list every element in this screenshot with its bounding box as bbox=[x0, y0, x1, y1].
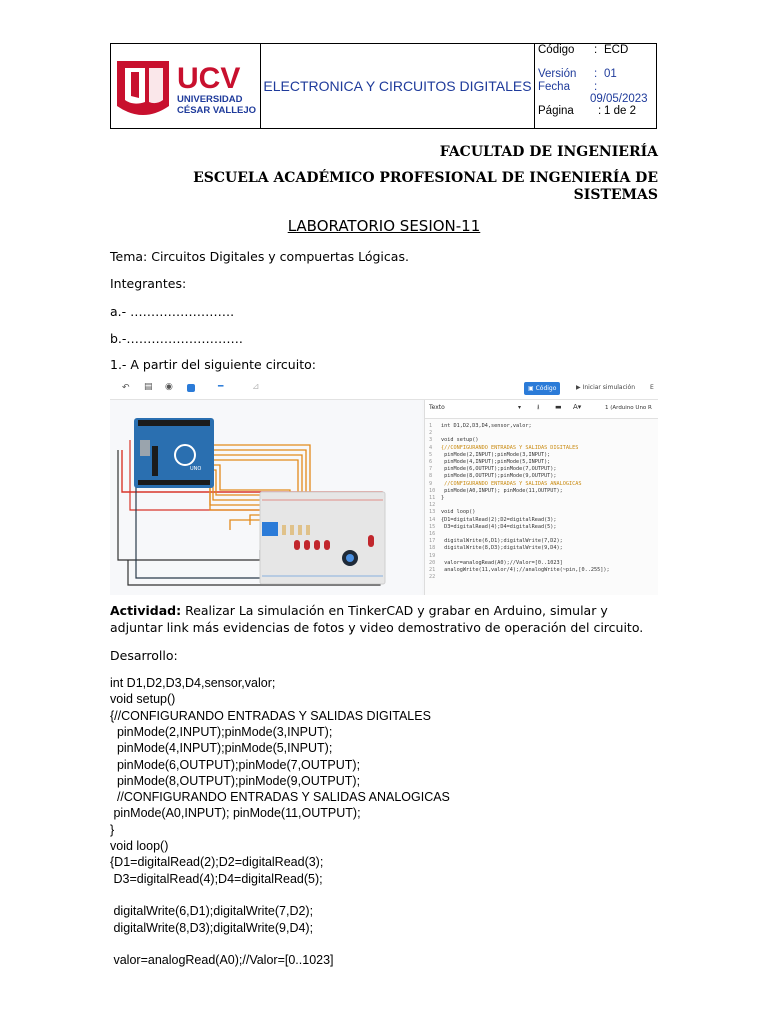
start-simulation-button[interactable] bbox=[576, 384, 635, 391]
activity-paragraph bbox=[110, 602, 660, 636]
line-number: 18 bbox=[429, 545, 436, 552]
line-text: int D1,D2,D3,D4,sensor,valor; bbox=[441, 423, 532, 429]
course-title-cell bbox=[261, 44, 535, 128]
line-text: {//CONFIGURANDO ENTRADAS Y SALIDAS DIGITALES bbox=[441, 444, 579, 451]
code-editor-panel bbox=[424, 400, 658, 595]
code-icon: ▣ bbox=[528, 385, 534, 392]
separator: : bbox=[594, 81, 598, 93]
lab-title: LABORATORIO SESION-11 bbox=[287, 217, 481, 235]
code-listing-line: void loop() bbox=[110, 839, 169, 853]
start-simulation-label: Iniciar simulación bbox=[582, 384, 636, 391]
editor-code-line bbox=[429, 423, 532, 429]
line-number: 14 bbox=[429, 516, 436, 523]
line-text: {D1=digitalRead(2);D2=digitalRead(3); bbox=[441, 516, 557, 523]
code-button[interactable] bbox=[524, 382, 560, 395]
editor-code-line bbox=[429, 502, 441, 508]
editor-code-line bbox=[429, 481, 582, 487]
editor-code-line bbox=[429, 430, 441, 436]
line-text: pinMode(2,INPUT);pinMode(3,INPUT); bbox=[441, 451, 551, 458]
editor-code-line bbox=[429, 553, 441, 559]
code-listing-line: } bbox=[110, 822, 115, 837]
course-title: ELECTRONICA Y CIRCUITOS DIGITALES bbox=[263, 78, 532, 94]
line-text: } bbox=[441, 495, 445, 501]
font-size-icon[interactable]: A▾ bbox=[573, 403, 582, 411]
editor-code-line bbox=[429, 524, 557, 530]
code-listing-line: D3=digitalRead(4);D4=digitalRead(5); bbox=[110, 871, 323, 886]
line-text: pinMode(A0,INPUT); pinMode(11,OUTPUT); bbox=[441, 487, 563, 494]
line-text: D3=digitalRead(4);D4=digitalRead(5); bbox=[441, 523, 557, 530]
device-select[interactable]: 1 (Arduino Uno R bbox=[605, 405, 652, 411]
code-listing-line: void setup() bbox=[110, 692, 176, 707]
line-number: 20 bbox=[429, 559, 436, 566]
line-number: 1 bbox=[429, 423, 433, 429]
line-number: 3 bbox=[429, 437, 433, 444]
version-label: Versión bbox=[538, 68, 577, 80]
member-b-line: b.-………………………. bbox=[110, 331, 243, 346]
line-text: valor=analogRead(A0);//Valor=[0..1023] bbox=[441, 559, 563, 566]
line-text: void loop() bbox=[441, 509, 476, 516]
editor-code-line bbox=[429, 567, 610, 573]
color-swatch-icon bbox=[187, 384, 195, 392]
export-button[interactable]: E bbox=[650, 384, 654, 391]
line-number: 16 bbox=[429, 531, 436, 537]
separator: : bbox=[598, 105, 602, 117]
line-text: void setup() bbox=[441, 437, 479, 444]
separator: : bbox=[594, 68, 598, 80]
editor-code-line bbox=[429, 488, 563, 494]
tema-text: Tema: Circuitos Digitales y compuertas Lógicas. bbox=[110, 249, 409, 264]
rotate-icon: ↶ bbox=[122, 383, 130, 393]
code-listing-line: {D1=digitalRead(2);D2=digitalRead(3); bbox=[110, 855, 324, 870]
code-listing-line: {//CONFIGURANDO ENTRADAS Y SALIDAS DIGITALES bbox=[110, 708, 431, 723]
eye-icon: ◉ bbox=[165, 382, 173, 392]
line-number: 21 bbox=[429, 567, 436, 573]
school-heading: ESCUELA ACADÉMICO PROFESIONAL DE INGENIERÍA DE SISTEMAS bbox=[193, 170, 658, 203]
code-listing-line: digitalWrite(8,D3);digitalWrite(9,D4); bbox=[110, 920, 314, 935]
line-number: 6 bbox=[429, 459, 433, 465]
code-listing-line: pinMode(A0,INPUT); pinMode(11,OUTPUT); bbox=[110, 806, 361, 821]
editor-code-line bbox=[429, 466, 557, 472]
activity-text: Realizar La simulación en TinkerCAD y grabar en Arduino, simular y adjuntar link más evidencias de fotos y video demostrativo de operación del circuito. bbox=[110, 603, 644, 635]
line-number: 8 bbox=[429, 473, 433, 480]
circuit-canvas[interactable] bbox=[110, 400, 422, 595]
code-listing-line: pinMode(6,OUTPUT);pinMode(7,OUTPUT); bbox=[110, 757, 361, 772]
faculty-heading: FACULTAD DE INGENIERÍA bbox=[439, 144, 658, 160]
line-number: 19 bbox=[429, 552, 436, 559]
editor-code-line bbox=[429, 459, 550, 465]
library-icon[interactable]: ▬ bbox=[555, 403, 562, 411]
line-number: 15 bbox=[429, 523, 436, 530]
editor-code-line bbox=[429, 574, 441, 580]
editor-code-line bbox=[429, 473, 557, 479]
editor-code-line bbox=[429, 509, 475, 515]
line-style-icon: ━ bbox=[218, 382, 224, 392]
version-value: 01 bbox=[604, 68, 617, 80]
fecha-value: 09/05/2023 bbox=[590, 93, 648, 105]
code-listing-line: digitalWrite(6,D1);digitalWrite(7,D2); bbox=[110, 904, 314, 919]
editor-code-line bbox=[429, 545, 563, 551]
line-text: pinMode(8,OUTPUT);pinMode(9,OUTPUT); bbox=[441, 473, 557, 480]
ucv-logo bbox=[111, 44, 259, 128]
play-icon: ▶ bbox=[576, 384, 581, 391]
editor-code-line bbox=[429, 517, 557, 523]
editor-code-line bbox=[429, 452, 550, 458]
activity-label: Actividad: bbox=[110, 603, 182, 618]
instruction-text: 1.- A partir del siguiente circuito: bbox=[110, 357, 316, 372]
flip-icon: ⊿ bbox=[252, 382, 260, 392]
line-number: 17 bbox=[429, 538, 436, 545]
code-listing-line: //CONFIGURANDO ENTRADAS Y SALIDAS ANALOGICAS bbox=[110, 790, 450, 805]
line-number: 10 bbox=[429, 487, 436, 494]
codigo-label: Código bbox=[538, 44, 575, 56]
fecha-label: Fecha bbox=[538, 81, 570, 93]
codigo-value: ECD bbox=[604, 44, 629, 56]
code-tab-label: Código bbox=[535, 385, 557, 392]
tinkercad-toolbar bbox=[110, 380, 658, 400]
chevron-down-icon: ▾ bbox=[517, 404, 521, 411]
editor-code-line bbox=[429, 538, 563, 544]
logo-cesar-vallejo-text: CÉSAR VALLEJO bbox=[177, 105, 257, 116]
line-number: 13 bbox=[429, 509, 436, 516]
editor-code-line bbox=[429, 531, 441, 537]
editor-code-line bbox=[429, 495, 444, 501]
line-text: pinMode(6,OUTPUT);pinMode(7,OUTPUT); bbox=[441, 466, 557, 473]
pagina-label: Página bbox=[538, 105, 574, 117]
logo-ucv-text: UCV bbox=[177, 62, 241, 95]
desarrollo-label: Desarrollo: bbox=[110, 648, 178, 663]
code-listing-line: valor=analogRead(A0);//Valor=[0..1023] bbox=[110, 953, 334, 968]
editor-code-line bbox=[429, 445, 578, 451]
line-number: 22 bbox=[429, 574, 436, 581]
line-number: 7 bbox=[429, 466, 433, 473]
note-icon: ▤ bbox=[144, 382, 153, 392]
code-listing-line: int D1,D2,D3,D4,sensor,valor; bbox=[110, 676, 276, 690]
line-text: //CONFIGURANDO ENTRADAS Y SALIDAS ANALOGICAS bbox=[441, 480, 582, 487]
editor-code-line bbox=[429, 560, 563, 566]
svg-text:UNO: UNO bbox=[190, 466, 202, 472]
code-editor-toolbar bbox=[425, 400, 658, 419]
line-text: analogWrite(11,valor/4);//analogWrite(~pin,[0..255]); bbox=[441, 567, 610, 573]
pagina-value: 1 de 2 bbox=[604, 105, 636, 117]
line-text: pinMode(4,INPUT);pinMode(5,INPUT); bbox=[441, 459, 551, 465]
circuit-diagram bbox=[110, 400, 422, 595]
line-text: digitalWrite(6,D1);digitalWrite(7,D2); bbox=[441, 538, 563, 545]
tinkercad-screenshot bbox=[110, 380, 658, 595]
line-number: 11 bbox=[429, 495, 436, 501]
separator: : bbox=[594, 44, 598, 56]
line-number: 9 bbox=[429, 480, 433, 487]
line-number: 5 bbox=[429, 451, 433, 458]
code-listing-line: pinMode(2,INPUT);pinMode(3,INPUT); bbox=[110, 724, 333, 739]
download-icon[interactable]: ⭳ bbox=[537, 403, 540, 411]
document-meta-cell bbox=[535, 44, 656, 128]
integrantes-label: Integrantes: bbox=[110, 276, 187, 291]
member-a-line: a.- ……………………. bbox=[110, 304, 235, 319]
line-number: 12 bbox=[429, 502, 436, 509]
editor-code-line bbox=[429, 437, 478, 443]
logo-universidad-text: UNIVERSIDAD bbox=[177, 94, 243, 105]
code-listing-line: pinMode(4,INPUT);pinMode(5,INPUT); bbox=[110, 741, 333, 756]
line-number: 4 bbox=[429, 444, 433, 451]
code-listing-line: pinMode(8,OUTPUT);pinMode(9,OUTPUT); bbox=[110, 773, 361, 788]
logo-cell bbox=[111, 44, 261, 128]
line-number: 2 bbox=[429, 430, 433, 437]
editor-mode-select[interactable] bbox=[429, 404, 521, 414]
document-header-table bbox=[110, 43, 657, 129]
line-text: digitalWrite(8,D3);digitalWrite(9,D4); bbox=[441, 545, 563, 552]
editor-mode-value: Texto bbox=[429, 404, 445, 411]
